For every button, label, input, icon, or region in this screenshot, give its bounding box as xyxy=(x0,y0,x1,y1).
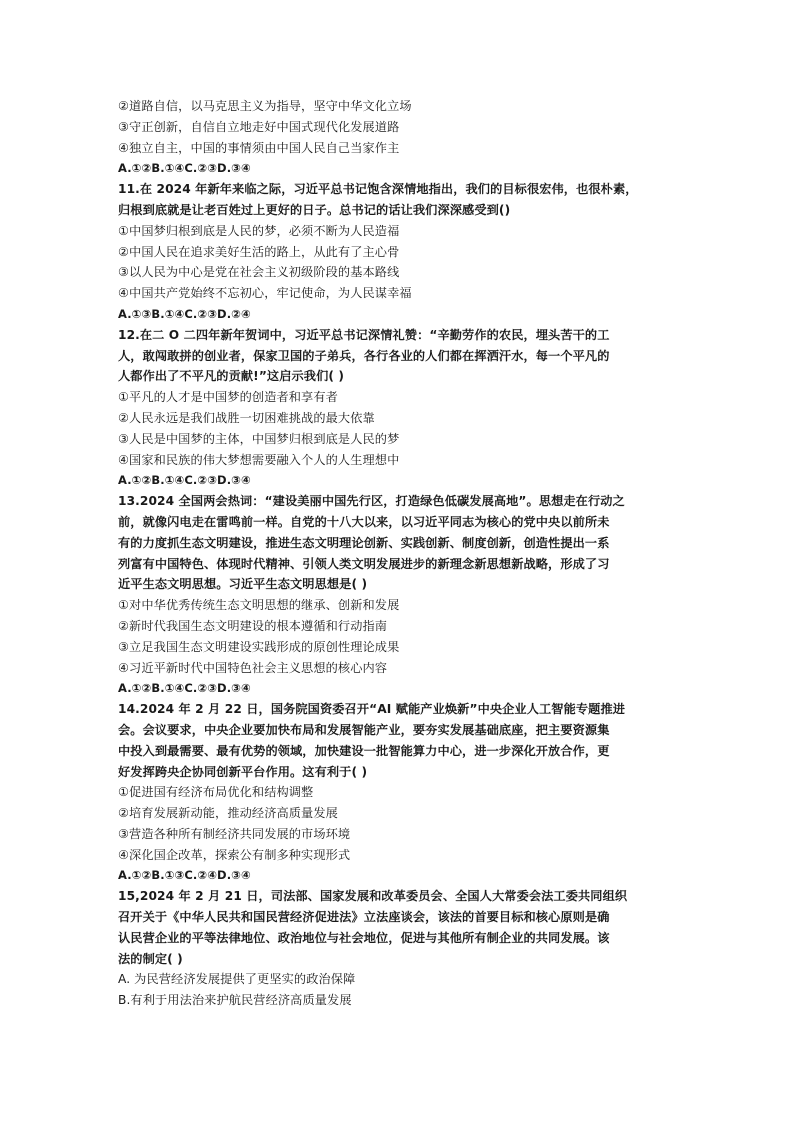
option-line: ②新时代我国生态文明建设的根本遵循和行动指南 xyxy=(118,618,388,633)
option-line: ④中国共产党始终不忘初心，牢记使命，为人民谋幸福 xyxy=(118,286,412,301)
question-14 xyxy=(118,699,678,886)
option-line: B.有利于用法治来护航民营经济高质量发展 xyxy=(118,993,352,1008)
option-line: ②培育发展新动能，推动经济高质量发展 xyxy=(118,806,338,821)
option-line: ①平凡的人才是中国梦的创造者和享有者 xyxy=(118,390,338,405)
answer-choices: A.①②B.①④C.②③D.③④ xyxy=(118,473,251,488)
option-line: ③守正创新，自信自立地走好中国式现代化发展道路 xyxy=(118,119,400,134)
option-line: ④国家和民族的伟大梦想需要融入个人的人生理想中 xyxy=(118,452,400,467)
option-line: A. 为民营经济发展提供了更坚实的政治保障 xyxy=(118,972,356,987)
question-stem-line: 会。会议要求，中央企业要加快布局和发展智能产业，要夯实发展基础底座，把主要资源集 xyxy=(118,722,610,737)
option-line: ④习近平新时代中国特色社会主义思想的核心内容 xyxy=(118,660,388,675)
question-stem-line: 11.在 2024 年新年来临之际，习近平总书记饱含深情地指出，我们的目标很宏伟，也很朴素， xyxy=(118,182,638,197)
answer-choices: A.①②B.①④C.②③D.③④ xyxy=(118,681,251,696)
question-stem-line: 人都作出了不平凡的贡献!”这启示我们( ) xyxy=(118,369,345,384)
question-stem-line: 前，就像闪电走在雷鸣前一样。自党的十八大以来，以习近平同志为核心的党中央以前所未 xyxy=(118,514,610,529)
answer-choices: A.①③B.①④C.②③D.②④ xyxy=(118,306,251,321)
question-13 xyxy=(118,491,678,699)
exam-page xyxy=(118,96,678,1011)
option-line: ①促进国有经济布局优化和结构调整 xyxy=(118,785,314,800)
option-line: ②道路自信，以马克思主义为指导，坚守中华文化立场 xyxy=(118,99,412,113)
question-stem-line: 15,2024 年 2 月 21 日，司法部、国家发展和改革委员会、全国人大常委会法工委共同组织 xyxy=(118,889,628,904)
question-stem-line: 好发挥跨央企协同创新平台作用。这有利于( ) xyxy=(118,764,368,779)
question-stem-line: 召开关于《中华人民共和国民营经济促进法》立法座谈会，该法的首要目标和核心原则是确 xyxy=(118,910,610,925)
question-stem-line: 12.在二 O 二四年新年贺词中，习近平总书记深情礼赞：“辛勤劳作的农民，埋头苦干的工 xyxy=(118,327,610,342)
option-line: ③人民是中国梦的主体，中国梦归根到底是人民的梦 xyxy=(118,431,400,446)
question-stem-line: 13.2024 全国两会热词：“建设美丽中国先行区，打造绿色低碳发展高地”。思想走在行动之 xyxy=(118,494,625,509)
question-stem-line: 认民营企业的平等法律地位、政治地位与社会地位，促进与其他所有制企业的共同发展。该 xyxy=(118,930,610,945)
question-stem-line: 14.2024 年 2 月 22 日，国务院国资委召开“AI 赋能产业焕新”中央企业人工智能专题推进 xyxy=(118,702,626,717)
option-line: ②中国人民在追求美好生活的路上，从此有了主心骨 xyxy=(118,244,400,259)
option-line: ④独立自主，中国的事情须由中国人民自己当家作主 xyxy=(118,140,400,155)
question-11 xyxy=(118,179,678,325)
question-12 xyxy=(118,325,678,491)
question-15 xyxy=(118,886,678,1011)
question-stem-line: 法的制定( ) xyxy=(118,951,183,966)
option-line: ③以人民为中心是党在社会主义初级阶段的基本路线 xyxy=(118,265,400,280)
option-line: ③营造各种所有制经济共同发展的市场环境 xyxy=(118,826,351,841)
answer-choices: A.①②B.①④C.②③D.③④ xyxy=(118,161,251,176)
question-10-tail xyxy=(118,96,678,179)
answer-choices: A.①②B.①③C.②④D.③④ xyxy=(118,868,251,883)
question-stem-line: 中投入到最需要、最有优势的领域，加快建设一批智能算力中心，进一步深化开放合作，更 xyxy=(118,743,610,758)
question-stem-line: 近平生态文明思想。习近平生态文明思想是( ) xyxy=(118,577,368,592)
question-stem-line: 人，敢闯敢拼的创业者，保家卫国的子弟兵，各行各业的人们都在挥洒汗水，每一个平凡的 xyxy=(118,348,610,363)
option-line: ①对中华优秀传统生态文明思想的继承、创新和发展 xyxy=(118,598,400,613)
question-stem-line: 归根到底就是让老百姓过上更好的日子。总书记的话让我们深深感受到() xyxy=(118,202,511,217)
option-line: ②人民永远是我们战胜一切困难挑战的最大依靠 xyxy=(118,410,375,425)
question-stem-line: 有的力度抓生态文明建设，推进生态文明理论创新、实践创新、制度创新，创造性提出一系 xyxy=(118,535,610,550)
option-line: ③立足我国生态文明建设实践形成的原创性理论成果 xyxy=(118,639,400,654)
option-line: ④深化国企改革，探索公有制多种实现形式 xyxy=(118,847,351,862)
question-stem-line: 列富有中国特色、体现时代精神、引领人类文明发展进步的新理念新思想新战略，形成了习 xyxy=(118,556,610,571)
option-line: ①中国梦归根到底是人民的梦，必须不断为人民造福 xyxy=(118,223,400,238)
